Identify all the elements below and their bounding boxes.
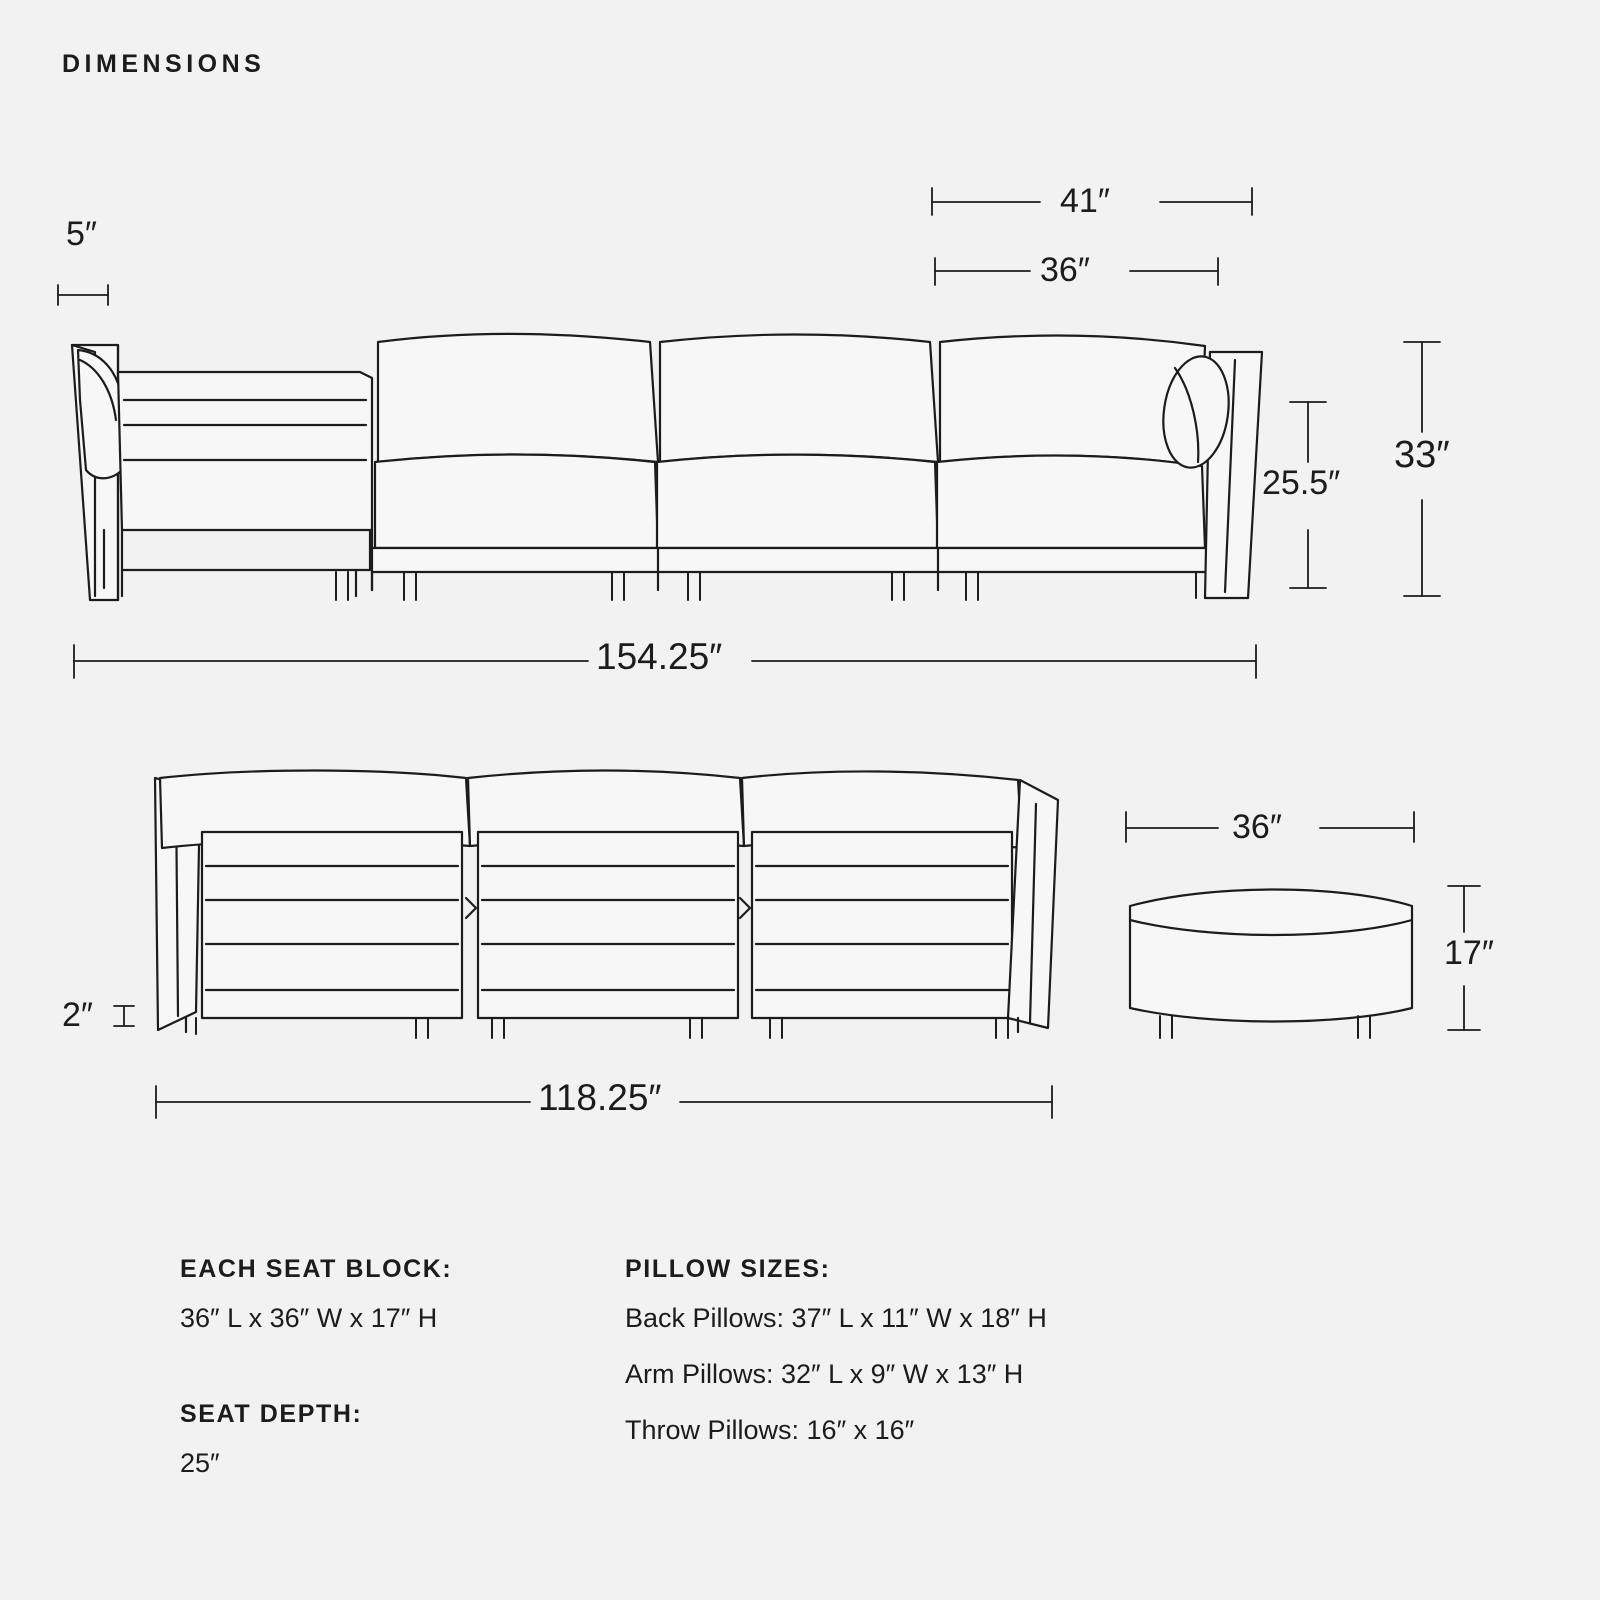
- dim-arm-width: 5″: [66, 215, 97, 253]
- spec-column-left: [180, 1255, 600, 1503]
- ottoman-drawing: [1130, 890, 1412, 1039]
- front-view-sofa: [72, 334, 1262, 600]
- spec-column-right: [625, 1255, 1325, 1469]
- pillow-size-back: Back Pillows: 37″ L x 11″ W x 18″ H: [625, 1303, 1047, 1333]
- dim-ottoman-height: 17″: [1444, 934, 1494, 972]
- dim-seat-back-height: 25.5″: [1262, 464, 1341, 502]
- dim-overall-depth: 118.25″: [538, 1077, 662, 1118]
- seat-depth-value: 25″: [180, 1447, 220, 1478]
- pillow-sizes-heading: PILLOW SIZES:: [625, 1255, 831, 1283]
- dim-gap: 2″: [62, 996, 93, 1034]
- dim-overall-height: 33″: [1394, 434, 1450, 476]
- pillow-size-arm: Arm Pillows: 32″ L x 9″ W x 13″ H: [625, 1358, 1024, 1389]
- top-view-sofa: [155, 771, 1058, 1039]
- seat-block-heading: EACH SEAT BLOCK:: [180, 1255, 453, 1283]
- seat-block-value: 36″ L x 36″ W x 17″ H: [180, 1303, 438, 1333]
- dim-overall-length: 154.25″: [596, 636, 723, 677]
- dim-module-outer: 41″: [1060, 182, 1110, 220]
- seat-depth-heading: SEAT DEPTH:: [180, 1399, 363, 1428]
- pillow-size-throw: Throw Pillows: 16″ x 16″: [625, 1414, 915, 1445]
- page-title: DIMENSIONS: [62, 50, 266, 78]
- dim-module-inner: 36″: [1040, 251, 1090, 289]
- dim-ottoman-width: 36″: [1232, 808, 1282, 846]
